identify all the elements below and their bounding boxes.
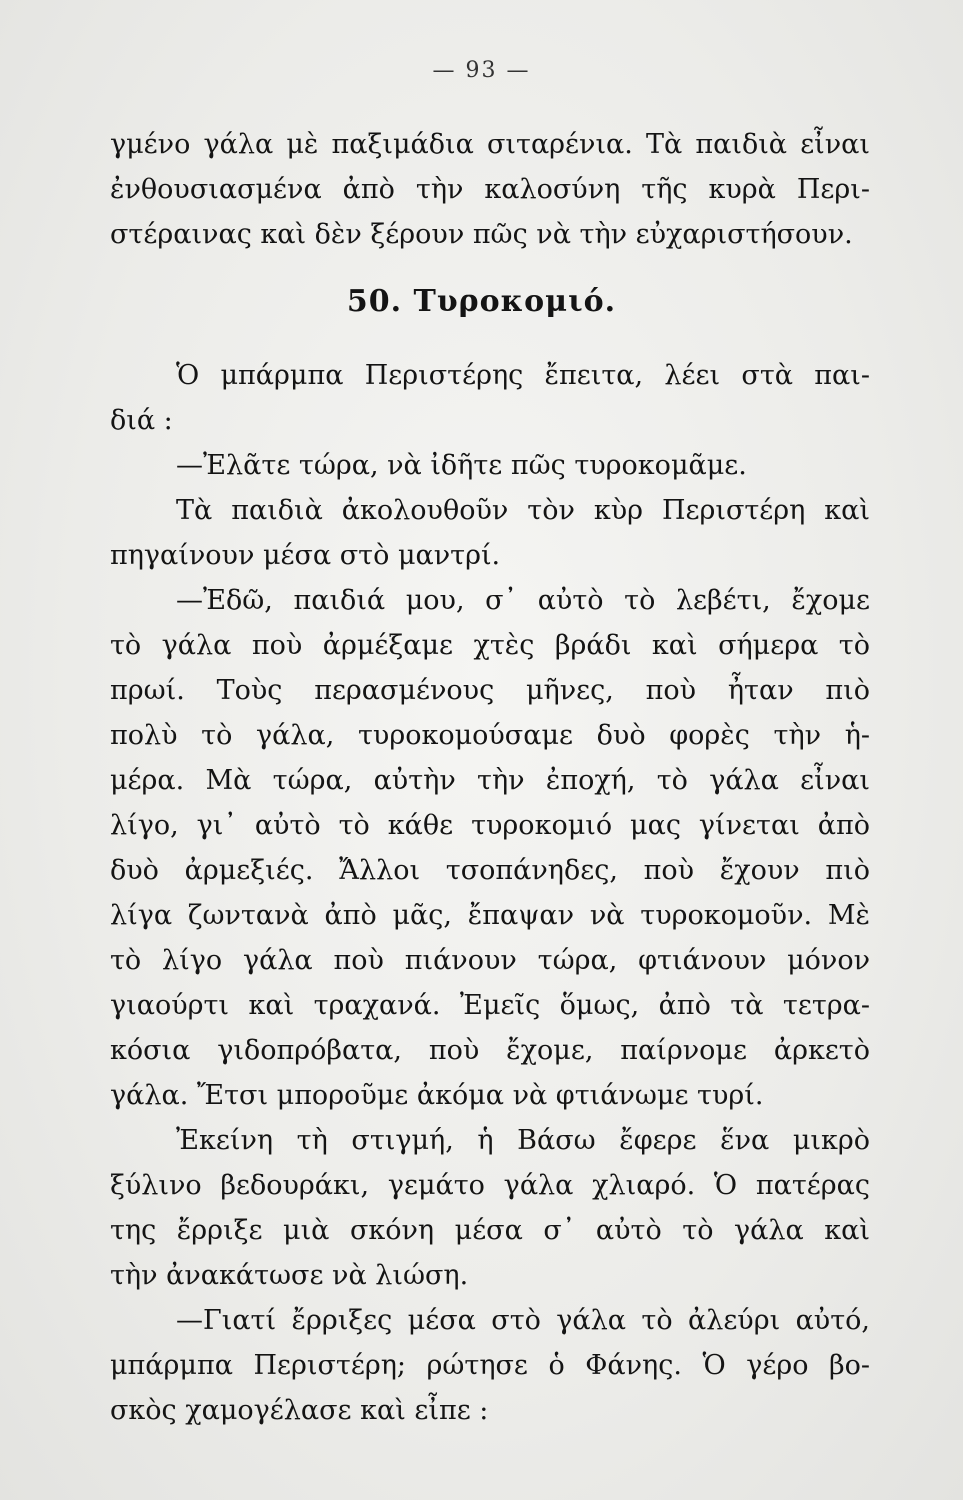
text-line: μέρα. Μὰ τώρα, αὐτὴν τὴν ἐποχή, τὸ γάλα εἶναι: [110, 765, 870, 796]
text-line: πηγαίνουν μέσα στὸ μαντρί.: [110, 540, 501, 571]
text-line: της ἔρριξε μιὰ σκόνη μέσα σ᾿ αὐτὸ τὸ γάλα καὶ: [110, 1215, 870, 1246]
text-line: γμένο γάλα μὲ παξιμάδια σιταρένια. Τὰ παιδιὰ εἶναι: [110, 129, 870, 160]
text-line: τὸ λίγο γάλα ποὺ πιάνουν τώρα, φτιάνουν μόνον: [110, 945, 870, 976]
text-line: κόσια γιδοπρόβατα, ποὺ ἔχομε, παίρνομε ἀρκετὸ: [110, 1035, 870, 1066]
text-line: πρωί. Τοὺς περασμένους μῆνες, ποὺ ἦταν πιὸ: [110, 675, 870, 706]
text-line: στέραινας καὶ δὲν ξέρουν πῶς νὰ τὴν εὐχαριστήσουν.: [110, 219, 853, 250]
text-line: λίγα ζωντανὰ ἀπὸ μᾶς, ἔπαψαν νὰ τυροκομοῦν. Μὲ: [110, 900, 870, 931]
text-line: πολὺ τὸ γάλα, τυροκομούσαμε δυὸ φορὲς τὴν ἡ-: [110, 720, 870, 751]
text-line: τὸ γάλα ποὺ ἀρμέξαμε χτὲς βράδι καὶ σήμερα τὸ: [110, 630, 870, 661]
text-line: ξύλινο βεδουράκι, γεμάτο γάλα χλιαρό. Ὁ πατέρας: [110, 1170, 870, 1201]
text-line: —Ἐλᾶτε τώρα, νὰ ἰδῆτε πῶς τυροκομᾶμε.: [176, 450, 747, 481]
section-heading: 50. Τυροκομιό.: [346, 284, 617, 319]
text-line: σκὸς χαμογέλασε καὶ εἶπε :: [110, 1395, 489, 1426]
text-line: μπάρμπα Περιστέρη; ρώτησε ὁ Φάνης. Ὁ γέρο βο-: [110, 1350, 870, 1381]
text-line: Ἐκείνη τὴ στιγμή, ἡ Βάσω ἔφερε ἕνα μικρὸ: [176, 1125, 870, 1156]
text-line: δυὸ ἀρμεξιές. Ἄλλοι τσοπάνηδες, ποὺ ἔχουν πιὸ: [110, 855, 870, 886]
page-number: — 93 —: [432, 58, 531, 83]
text-line: λίγο, γι᾿ αὐτὸ τὸ κάθε τυροκομιό μας γίνεται ἀπὸ: [110, 810, 870, 841]
intro-paragraph: [110, 122, 870, 257]
text-line: —Ἐδῶ, παιδιά μου, σ᾿ αὐτὸ τὸ λεβέτι, ἔχομε: [176, 585, 870, 616]
text-line: ἐνθουσιασμένα ἀπὸ τὴν καλοσύνη τῆς κυρὰ Περι-: [110, 174, 870, 205]
text-line: τὴν ἀνακάτωσε νὰ λιώση.: [110, 1260, 469, 1291]
text-line: Ὁ μπάρμπα Περιστέρης ἔπειτα, λέει στὰ παι-: [176, 360, 870, 391]
section-body: [110, 353, 870, 1433]
text-line: —Γιατί ἔρριξες μέσα στὸ γάλα τὸ ἀλεύρι αὐτό,: [176, 1305, 870, 1336]
text-line: Τὰ παιδιὰ ἀκολουθοῦν τὸν κὺρ Περιστέρη καὶ: [176, 495, 870, 526]
text-line: διά :: [110, 405, 173, 436]
text-line: γιαούρτι καὶ τραχανά. Ἐμεῖς ὅμως, ἀπὸ τὰ τετρα-: [110, 990, 870, 1021]
text-line: γάλα. Ἔτσι μποροῦμε ἀκόμα νὰ φτιάνωμε τυρί.: [110, 1080, 764, 1111]
